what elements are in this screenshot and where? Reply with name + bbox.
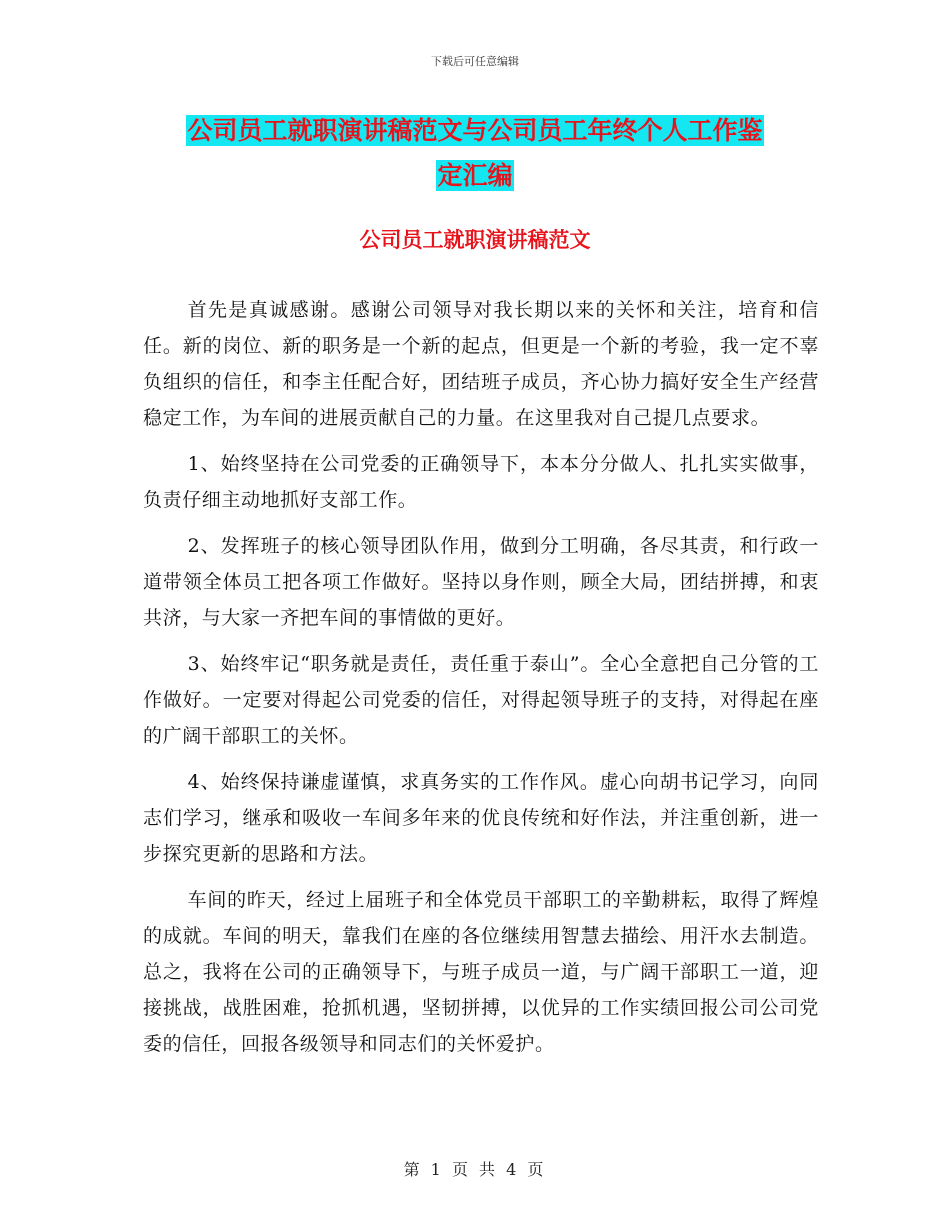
document-body [143,292,819,1072]
document-title-line-2: 定汇编 [437,161,513,190]
header-note: 下载后可任意编辑 [431,55,519,68]
paragraph: 车间的昨天，经过上届班子和全体党员干部职工的辛勤耕耘，取得了辉煌的成就。车间的明天，靠我们在座的各位继续用智慧去描绘、用汗水去制造。总之，我将在公司的正确领导下，与班子成员一道，与广阔干部职工一道，迎接挑战，战胜困难，抢抓机遇，坚韧拼搏，以优异的工作实绩回报公司公司党委的信任，回报各级领导和同志们的关怀爱护。 [143,889,819,1055]
document-title-line-1: 公司员工就职演讲稿范文与公司员工年终个人工作鉴 [187,116,763,145]
paragraph: 3、始终牢记“职务就是责任，责任重于泰山”。全心全意把自己分管的工作做好。一定要对得起公司党委的信任，对得起领导班子的支持，对得起在座的广阔干部职工的关怀。 [143,653,819,747]
paragraph: 首先是真诚感谢。感谢公司领导对我长期以来的关怀和关注，培育和信任。新的岗位、新的职务是一个新的起点，但更是一个新的考验，我一定不辜负组织的信任，和李主任配合好，团结班子成员，齐心协力搞好安全生产经营稳定工作，为车间的进展贡献自己的力量。在这里我对自己提几点要求。 [143,299,819,429]
section-title: 公司员工就职演讲稿范文 [359,228,591,252]
page-number: 第 1 页 共 4 页 [403,1160,547,1179]
paragraph: 4、始终保持谦虚谨慎，求真务实的工作作风。虚心向胡书记学习，向同志们学习，继承和吸收一车间多年来的优良传统和好作法，并注重创新，进一步探究更新的思路和方法。 [143,771,819,865]
document-title [150,108,800,198]
paragraph: 2、发挥班子的核心领导团队作用，做到分工明确，各尽其责，和行政一道带领全体员工把各项工作做好。坚持以身作则，顾全大局，团结拼搏，和衷共济，与大家一齐把车间的事情做的更好。 [143,535,819,629]
paragraph: 1、始终坚持在公司党委的正确领导下，本本分分做人、扎扎实实做事，负责仔细主动地抓好支部工作。 [143,453,819,511]
